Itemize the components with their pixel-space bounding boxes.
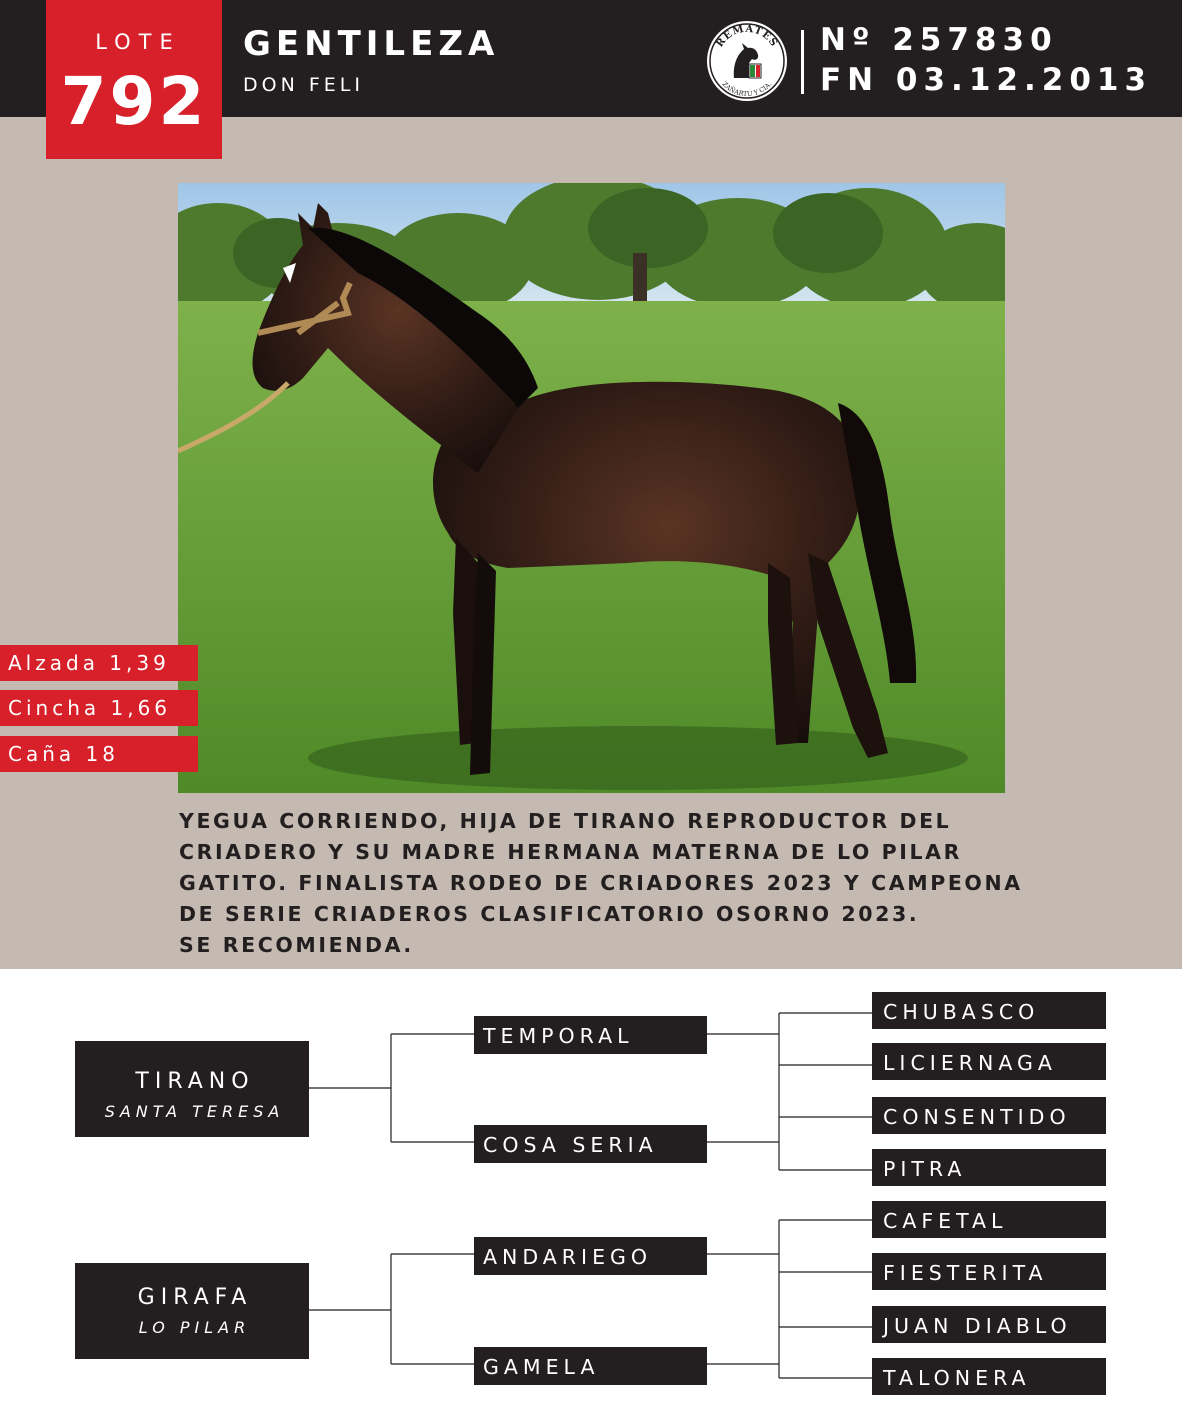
pedigree-great-grandparent: PITRA <box>872 1149 1106 1186</box>
svg-text:ZAÑARTU Y CIA.: ZAÑARTU Y CIA. <box>720 80 774 99</box>
pedigree-dam <box>75 1263 309 1359</box>
measure-alzada: Alzada 1,39 <box>0 645 198 681</box>
sire-name: TIRANO <box>135 1069 255 1094</box>
svg-text:REMATES: REMATES <box>714 23 780 50</box>
pedigree-great-grandparent: LICIERNAGA <box>872 1043 1106 1080</box>
sire-breeder: SANTA TERESA <box>104 1102 285 1121</box>
lot-label: LOTE <box>95 30 181 54</box>
dam-name: GIRAFA <box>137 1285 253 1310</box>
pedigree-great-grandparent: FIESTERITA <box>872 1253 1106 1290</box>
pedigree-great-grandparent: CAFETAL <box>872 1201 1106 1238</box>
measure-cana: Caña 18 <box>0 736 198 772</box>
birth-date: FN 03.12.2013 <box>820 62 1153 98</box>
pedigree-grandparent: TEMPORAL <box>474 1016 707 1054</box>
pedigree-grandparent: COSA SERIA <box>474 1125 707 1163</box>
pedigree-great-grandparent: JUAN DIABLO <box>872 1306 1106 1343</box>
horse-name: GENTILEZA <box>243 24 500 64</box>
breeder-name: DON FELI <box>243 74 364 96</box>
description-line: YEGUA CORRIENDO, HIJA DE TIRANO REPRODUCTOR DEL <box>179 809 952 833</box>
description-line: SE RECOMIENDA. <box>179 933 414 957</box>
pedigree-grandparent: ANDARIEGO <box>474 1237 707 1275</box>
pedigree-great-grandparent: TALONERA <box>872 1358 1106 1395</box>
pedigree-grandparent: GAMELA <box>474 1347 707 1385</box>
registration-number: Nº 257830 <box>820 22 1058 58</box>
description-line: CRIADERO Y SU MADRE HERMANA MATERNA DE LO PILAR <box>179 840 963 864</box>
description-line: GATITO. FINALISTA RODEO DE CRIADORES 2023 Y CAMPEONA <box>179 871 1023 895</box>
description-line: DE SERIE CRIADEROS CLASIFICATORIO OSORNO 2023. <box>179 902 920 926</box>
lot-number: 792 <box>60 63 208 140</box>
measure-cincha: Cincha 1,66 <box>0 690 198 726</box>
pedigree-sire <box>75 1041 309 1137</box>
pedigree-great-grandparent: CHUBASCO <box>872 992 1106 1029</box>
pedigree-great-grandparent: CONSENTIDO <box>872 1097 1106 1134</box>
dam-breeder: LO PILAR <box>138 1318 251 1337</box>
